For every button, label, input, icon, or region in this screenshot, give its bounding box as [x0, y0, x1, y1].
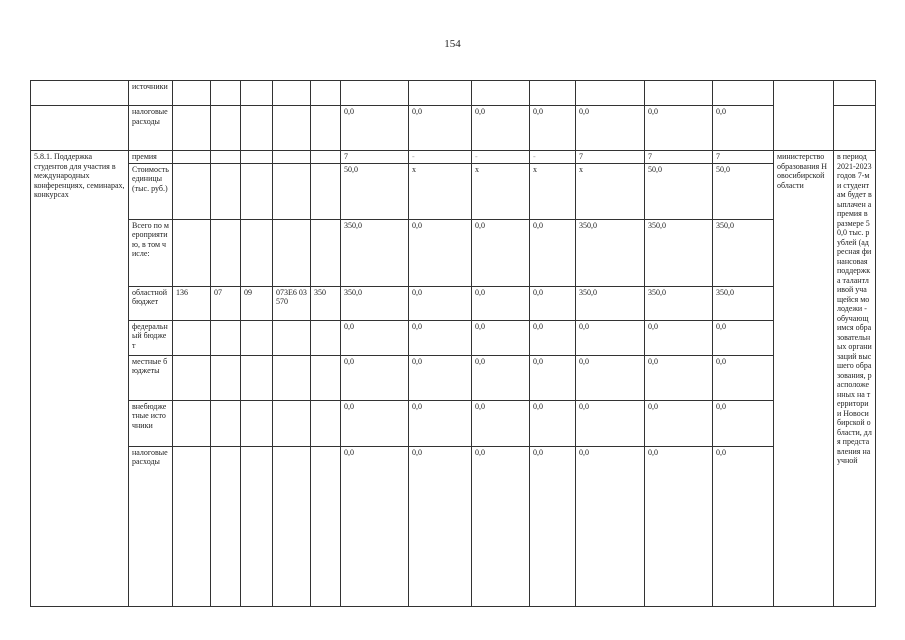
rz-cell — [211, 163, 241, 219]
csr-cell — [273, 163, 311, 219]
value-cell: 0,0 — [576, 106, 645, 151]
source-cell: местные бюджеты — [129, 355, 173, 400]
value-cell: 50,0 — [341, 163, 409, 219]
value-cell: 0,0 — [472, 286, 530, 320]
value-cell: 0,0 — [645, 355, 713, 400]
value-cell: 0,0 — [576, 400, 645, 446]
value-cell: 7 — [645, 151, 713, 164]
value-cell: 0,0 — [341, 355, 409, 400]
grbs-cell — [173, 219, 211, 286]
table-row — [31, 81, 876, 106]
value-cell: 50,0 — [645, 163, 713, 219]
value-cell: 0,0 — [530, 286, 576, 320]
value-cell: 0,0 — [576, 355, 645, 400]
pr-cell: 09 — [241, 286, 273, 320]
result-cell: в период 2021-2023 годов 7-ми студентам будет выплачен а премия в размере 50,0 тыс. рублей (адресная финансовая поддержка талантливой учащейся молодежи - обучающимся образовательных организаций высшего образования, расположенных на территории Новосибирской области, для представления научной — [834, 151, 876, 607]
rz-cell — [211, 355, 241, 400]
grbs-cell — [173, 151, 211, 164]
vr-cell: 350 — [311, 286, 341, 320]
pr-cell — [241, 81, 273, 106]
table-row — [31, 320, 876, 355]
grbs-cell — [173, 106, 211, 151]
table-row — [31, 400, 876, 446]
value-cell: 0,0 — [341, 320, 409, 355]
csr-cell: 073Е6 03570 — [273, 286, 311, 320]
value-cell: 0,0 — [576, 446, 645, 606]
value-cell: х — [576, 163, 645, 219]
value-cell: 0,0 — [713, 446, 774, 606]
value-cell: 0,0 — [409, 320, 472, 355]
table-row — [31, 106, 876, 151]
value-cell: 0,0 — [530, 400, 576, 446]
value-cell: 0,0 — [409, 355, 472, 400]
measure-name-cell: 5.8.1. Поддержка студентов для участия в международных конференциях, семинарах, конкурсах — [31, 151, 129, 607]
source-cell: областной бюджет — [129, 286, 173, 320]
grbs-cell — [173, 400, 211, 446]
table-row — [31, 446, 876, 606]
rz-cell: 07 — [211, 286, 241, 320]
pr-cell — [241, 446, 273, 606]
vr-cell — [311, 400, 341, 446]
value-cell: 350,0 — [713, 219, 774, 286]
value-cell: 0,0 — [530, 355, 576, 400]
csr-cell — [273, 400, 311, 446]
table-row — [31, 355, 876, 400]
budget-table — [30, 80, 876, 607]
value-cell — [645, 81, 713, 106]
value-cell: 0,0 — [713, 320, 774, 355]
value-cell: 7 — [713, 151, 774, 164]
value-cell: 0,0 — [341, 106, 409, 151]
source-cell: федеральный бюджет — [129, 320, 173, 355]
value-cell: 0,0 — [645, 446, 713, 606]
value-cell: 0,0 — [472, 320, 530, 355]
value-cell: - — [472, 151, 530, 164]
source-cell: премия — [129, 151, 173, 164]
value-cell: 0,0 — [645, 400, 713, 446]
vr-cell — [311, 320, 341, 355]
rz-cell — [211, 446, 241, 606]
vr-cell — [311, 446, 341, 606]
value-cell: 0,0 — [713, 106, 774, 151]
value-cell: 0,0 — [409, 400, 472, 446]
value-cell: 350,0 — [341, 286, 409, 320]
source-cell: внебюджетные источники — [129, 400, 173, 446]
value-cell: 350,0 — [645, 219, 713, 286]
value-cell — [409, 81, 472, 106]
pr-cell — [241, 320, 273, 355]
csr-cell — [273, 219, 311, 286]
executor-cell: министерство образования Новосибирской области — [774, 151, 834, 607]
value-cell: 0,0 — [472, 106, 530, 151]
grbs-cell — [173, 81, 211, 106]
csr-cell — [273, 106, 311, 151]
csr-cell — [273, 355, 311, 400]
value-cell: 350,0 — [576, 219, 645, 286]
source-cell: источники — [129, 81, 173, 106]
rz-cell — [211, 219, 241, 286]
value-cell: 350,0 — [341, 219, 409, 286]
table-row — [31, 163, 876, 219]
source-cell: налоговые расходы — [129, 446, 173, 606]
csr-cell — [273, 446, 311, 606]
vr-cell — [311, 81, 341, 106]
value-cell: х — [409, 163, 472, 219]
rz-cell — [211, 151, 241, 164]
measure-name-cell — [31, 106, 129, 151]
value-cell: 0,0 — [713, 355, 774, 400]
rz-cell — [211, 320, 241, 355]
measure-name-cell — [31, 81, 129, 106]
rz-cell — [211, 400, 241, 446]
vr-cell — [311, 219, 341, 286]
csr-cell — [273, 151, 311, 164]
value-cell: 0,0 — [530, 446, 576, 606]
table-body — [31, 81, 876, 607]
value-cell: 0,0 — [472, 400, 530, 446]
value-cell: х — [530, 163, 576, 219]
result-cell — [834, 106, 876, 151]
value-cell: 0,0 — [530, 320, 576, 355]
value-cell: 0,0 — [472, 355, 530, 400]
csr-cell — [273, 320, 311, 355]
value-cell: 0,0 — [530, 106, 576, 151]
rz-cell — [211, 81, 241, 106]
value-cell: 0,0 — [341, 400, 409, 446]
value-cell — [341, 81, 409, 106]
value-cell: 7 — [576, 151, 645, 164]
value-cell: 350,0 — [713, 286, 774, 320]
value-cell: х — [472, 163, 530, 219]
value-cell: 7 — [341, 151, 409, 164]
source-cell: налоговые расходы — [129, 106, 173, 151]
value-cell: - — [409, 151, 472, 164]
pr-cell — [241, 163, 273, 219]
source-cell: Стоимость единицы (тыс. руб.) — [129, 163, 173, 219]
value-cell: 0,0 — [341, 446, 409, 606]
vr-cell — [311, 163, 341, 219]
value-cell: 0,0 — [472, 446, 530, 606]
executor-cell — [774, 81, 834, 151]
value-cell: 0,0 — [645, 320, 713, 355]
grbs-cell: 136 — [173, 286, 211, 320]
grbs-cell — [173, 320, 211, 355]
pr-cell — [241, 355, 273, 400]
value-cell: 0,0 — [713, 400, 774, 446]
vr-cell — [311, 151, 341, 164]
pr-cell — [241, 219, 273, 286]
table-row — [31, 151, 876, 164]
grbs-cell — [173, 163, 211, 219]
table-row — [31, 286, 876, 320]
rz-cell — [211, 106, 241, 151]
value-cell — [530, 81, 576, 106]
page-number: 154 — [444, 38, 461, 50]
value-cell — [472, 81, 530, 106]
grbs-cell — [173, 446, 211, 606]
csr-cell — [273, 81, 311, 106]
pr-cell — [241, 151, 273, 164]
value-cell: - — [530, 151, 576, 164]
value-cell: 0,0 — [409, 219, 472, 286]
value-cell: 0,0 — [409, 286, 472, 320]
value-cell: 350,0 — [645, 286, 713, 320]
value-cell: 0,0 — [472, 219, 530, 286]
value-cell: 0,0 — [409, 446, 472, 606]
value-cell: 0,0 — [645, 106, 713, 151]
value-cell — [576, 81, 645, 106]
value-cell: 350,0 — [576, 286, 645, 320]
vr-cell — [311, 106, 341, 151]
source-cell: Всего по мероприятию, в том числе: — [129, 219, 173, 286]
value-cell: 0,0 — [530, 219, 576, 286]
result-cell — [834, 81, 876, 106]
value-cell — [713, 81, 774, 106]
value-cell: 50,0 — [713, 163, 774, 219]
value-cell: 0,0 — [576, 320, 645, 355]
value-cell: 0,0 — [409, 106, 472, 151]
pr-cell — [241, 400, 273, 446]
vr-cell — [311, 355, 341, 400]
grbs-cell — [173, 355, 211, 400]
table-row — [31, 219, 876, 286]
pr-cell — [241, 106, 273, 151]
